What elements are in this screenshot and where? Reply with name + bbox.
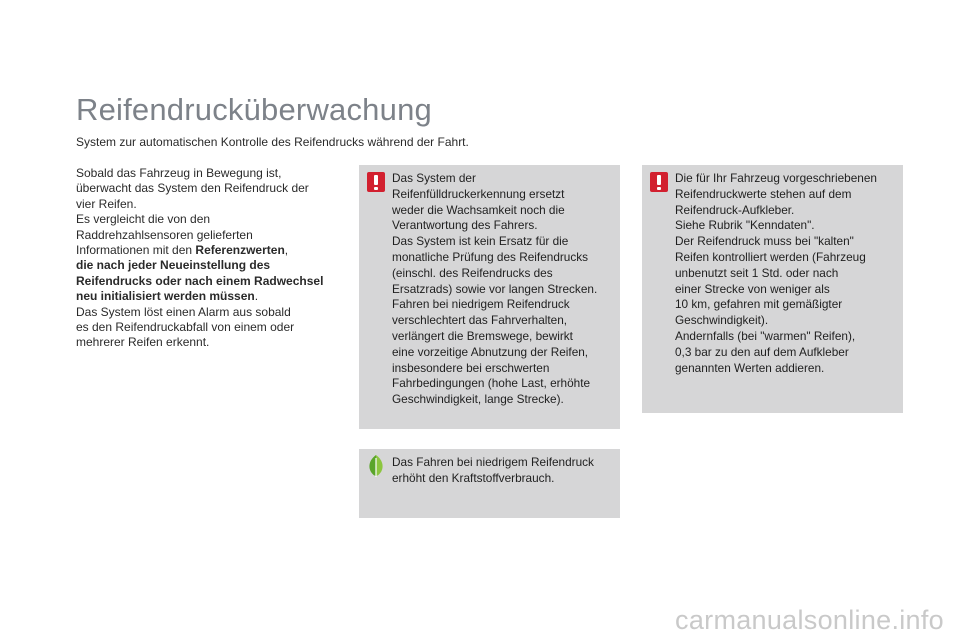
- intro-line: es den Reifendruckabfall von einem oder: [76, 320, 295, 335]
- intro-line: überwacht das System den Reifendruck der: [76, 181, 309, 196]
- intro-line: [76, 289, 346, 304]
- warning-line: verlängert die Bremswege, bewirkt: [392, 328, 573, 343]
- warning-line: 0,3 bar zu den auf dem Aufkleber: [675, 344, 849, 359]
- warning-line: genannten Werten addieren.: [675, 360, 825, 375]
- intro-text: Informationen mit den: [76, 243, 196, 258]
- intro-paragraph: [76, 166, 346, 351]
- warning-line: Fahrbedingungen (hohe Last, erhöhte: [392, 376, 591, 391]
- warning-line: Verantwortung des Fahrers.: [392, 218, 538, 233]
- warning-line: Das System ist kein Ersatz für die: [392, 234, 569, 249]
- warning-line: Siehe Rubrik "Kenndaten".: [675, 218, 815, 233]
- intro-line: [76, 258, 346, 273]
- warning-line: insbesondere bei erschwerten: [392, 360, 550, 375]
- page-title: Reifendrucküberwachung: [76, 92, 432, 127]
- intro-line: vier Reifen.: [76, 196, 137, 211]
- eco-tip-line: Das Fahren bei niedrigem Reifendruck: [392, 455, 594, 469]
- warning-line: Das System der: [392, 171, 476, 185]
- warning-line: Geschwindigkeit, lange Strecke).: [392, 392, 564, 407]
- warning-line: Geschwindigkeit).: [675, 313, 769, 328]
- warning-line: Andernfalls (bei "warmen" Reifen),: [675, 328, 856, 343]
- warning-exclamation-icon: [648, 170, 670, 194]
- reference-values-term: Referenzwerten: [195, 243, 285, 258]
- warning-line: monatliche Prüfung des Reifendrucks: [392, 249, 589, 264]
- intro-line: Sobald das Fahrzeug in Bewegung ist,: [76, 166, 282, 180]
- warning-line: Reifen kontrolliert werden (Fahrzeug: [675, 249, 866, 264]
- page-subtitle: System zur automatischen Kontrolle des Reifendrucks während der Fahrt.: [76, 135, 469, 149]
- intro-bold-text: neu initialisiert werden müssen: [76, 289, 255, 304]
- intro-punctuation: ,: [284, 243, 289, 258]
- intro-line: Das System löst einen Alarm aus sobald: [76, 304, 291, 319]
- eco-tip-line: erhöht den Kraftstoffverbrauch.: [392, 470, 555, 485]
- intro-line: Raddrehzahlsensoren gelieferten: [76, 227, 253, 242]
- watermark: carmanualsonline.info: [675, 605, 944, 635]
- warning-line: Der Reifendruck muss bei "kalten": [675, 234, 854, 249]
- warning-line: weder die Wachsamkeit noch die: [392, 202, 565, 217]
- warning-text: [392, 171, 597, 408]
- intro-punctuation: .: [254, 289, 259, 304]
- warning-line: Reifendruckwerte stehen auf dem: [675, 186, 852, 201]
- eco-leaf-icon: [365, 454, 387, 478]
- warning-line: Reifenfülldruckerkennung ersetzt: [392, 186, 565, 201]
- warning-line: unbenutzt seit 1 Std. oder nach: [675, 265, 839, 280]
- intro-bold-text: die nach jeder Neueinstellung des: [76, 258, 271, 273]
- warning-line: Ersatzrads) sowie vor langen Strecken.: [392, 281, 598, 296]
- warning-line: Fahren bei niedrigem Reifendruck: [392, 297, 570, 312]
- intro-line: mehrerer Reifen erkennt.: [76, 335, 210, 350]
- warning-line: eine vorzeitige Abnutzung der Reifen,: [392, 344, 589, 359]
- warning-box-system-limits: [359, 165, 620, 429]
- warning-line: 10 km, gefahren mit gemäßigter: [675, 297, 843, 312]
- warning-exclamation-icon: [365, 170, 387, 194]
- warning-line: Reifendruck-Aufkleber.: [675, 202, 795, 217]
- eco-tip-text: [392, 455, 594, 487]
- warning-line: verschlechtert das Fahrverhalten,: [392, 313, 568, 328]
- intro-line: [76, 243, 346, 258]
- warning-line: (einschl. des Reifendrucks des: [392, 265, 553, 280]
- warning-line: Die für Ihr Fahrzeug vorgeschriebenen: [675, 171, 877, 185]
- warning-box-pressure-values: [642, 165, 903, 413]
- warning-text: [675, 171, 877, 376]
- intro-line: [76, 274, 346, 289]
- intro-bold-text: Reifendrucks oder nach einem Radwechsel: [76, 273, 324, 288]
- eco-tip-box: [359, 449, 620, 518]
- intro-line: Es vergleicht die von den: [76, 212, 211, 227]
- warning-line: einer Strecke von weniger als: [675, 281, 830, 296]
